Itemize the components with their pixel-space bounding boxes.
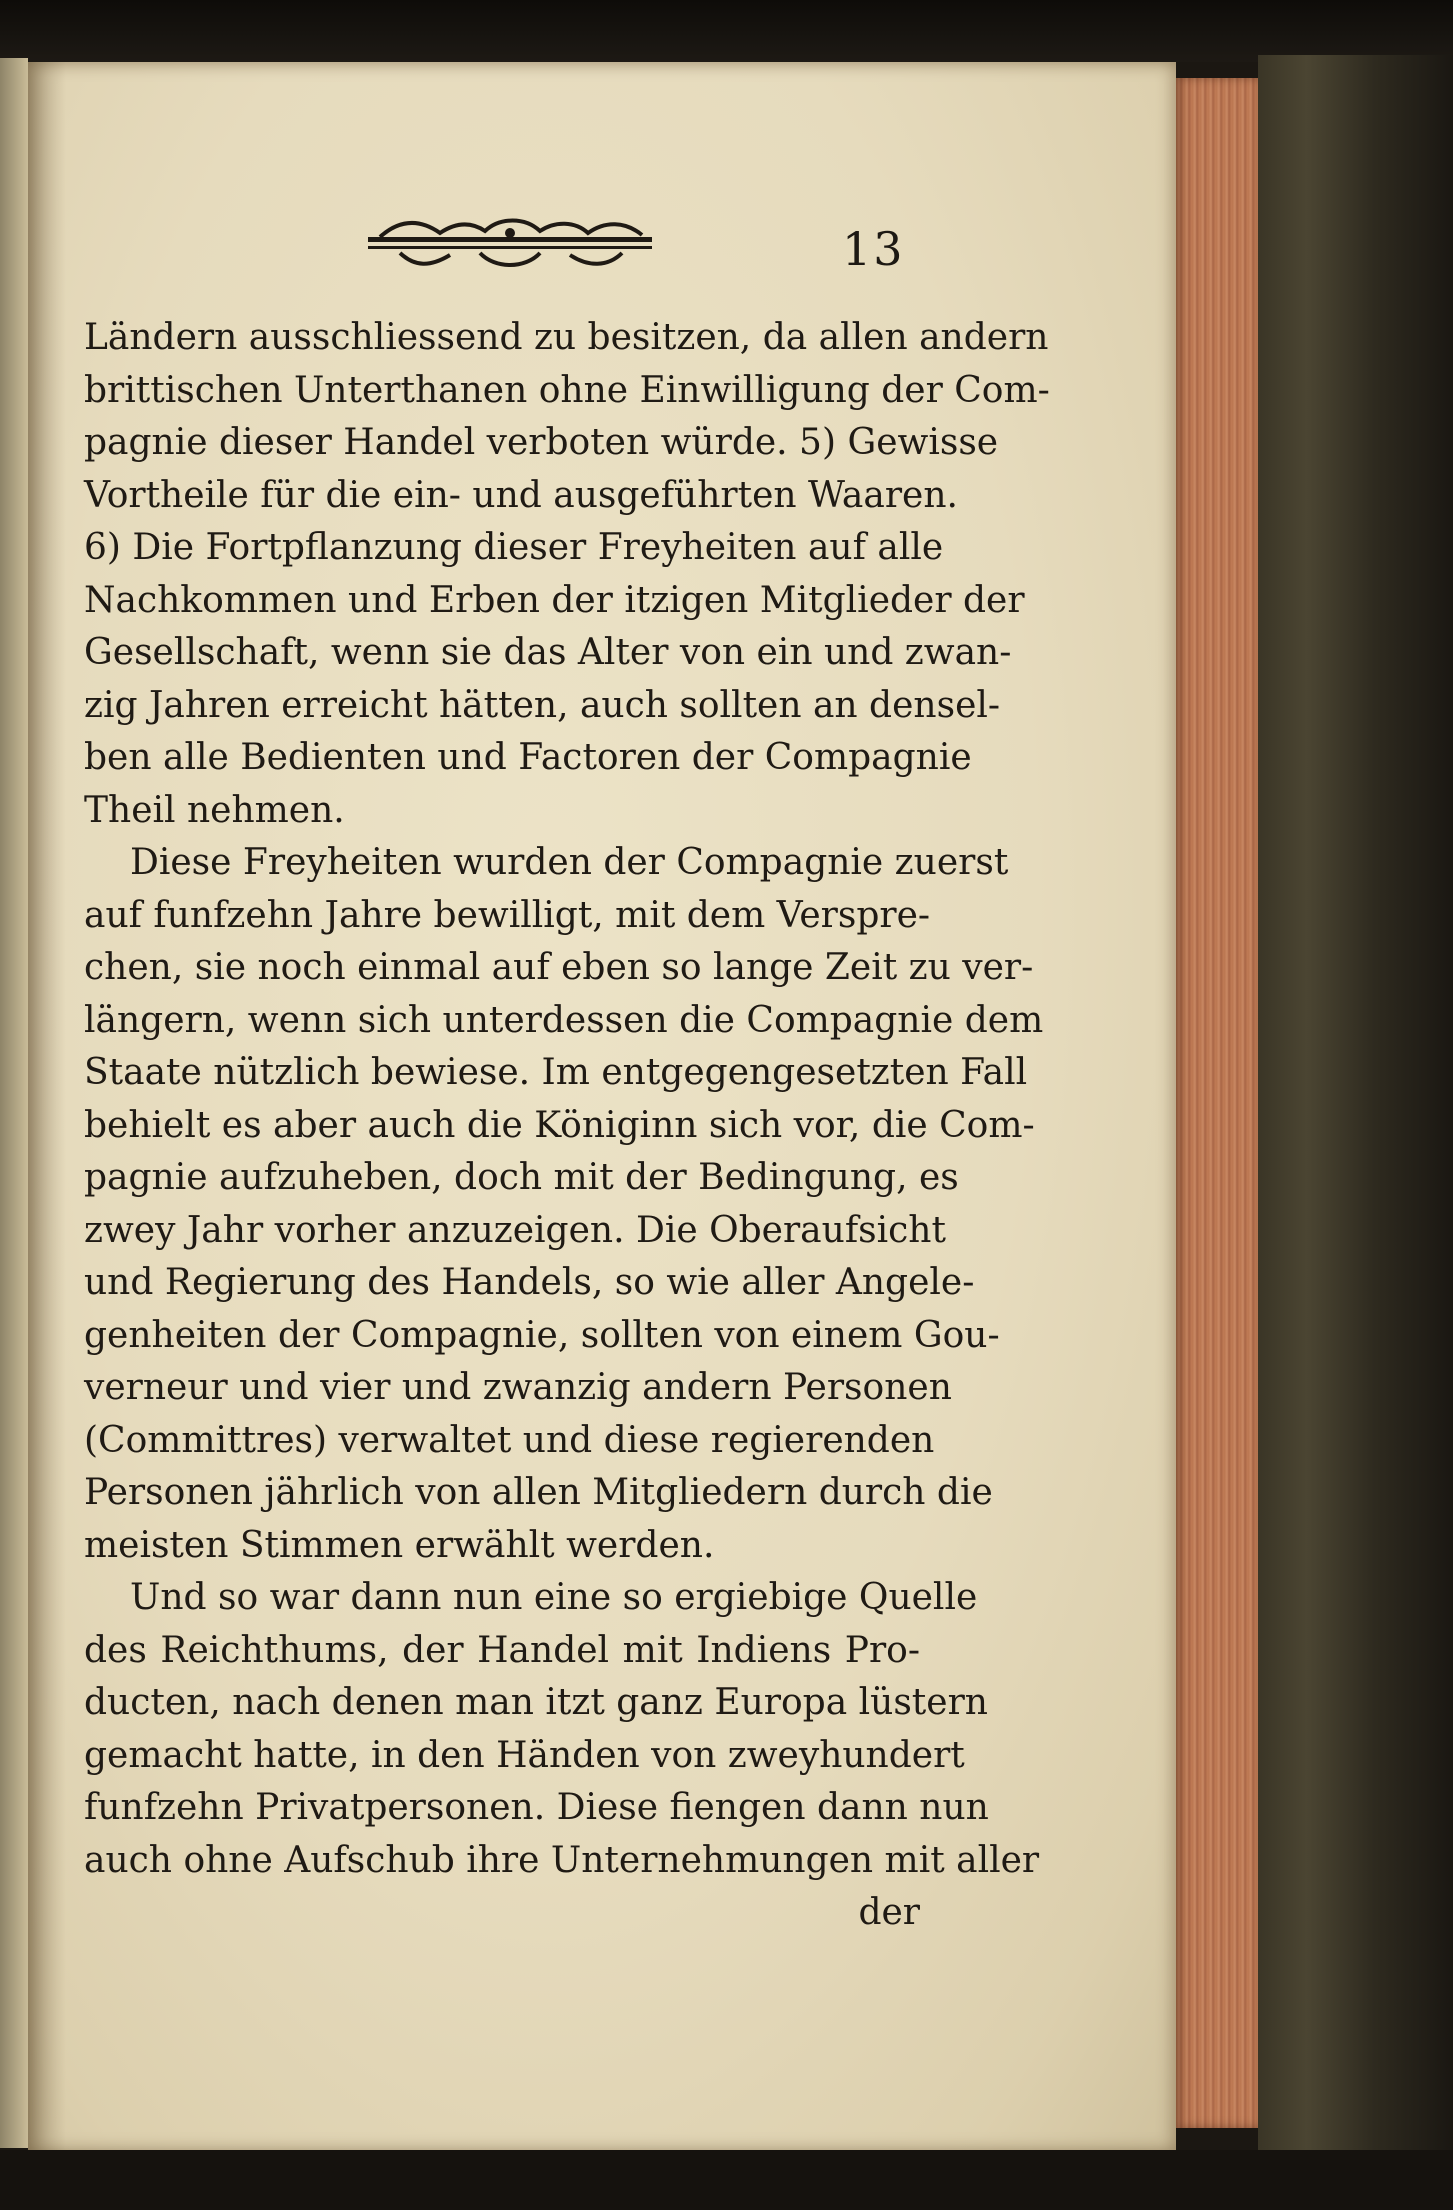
text-line: pagnie aufzuheben, doch mit der Bedingung, es [84, 1157, 959, 1198]
text-line: meisten Stimmen erwählt werden. [84, 1524, 715, 1566]
body-text [84, 312, 1050, 1940]
text-line: zwey Jahr vorher anzuzeigen. Die Oberaufsicht [84, 1209, 946, 1251]
headpiece-ornament [360, 215, 660, 275]
catchword: der [858, 1892, 920, 1933]
book-cover [1258, 55, 1453, 2165]
text-line: (Committres) verwaltet und diese regierenden [84, 1419, 935, 1461]
text-line: und Regierung des Handels, so wie aller Angele- [84, 1262, 975, 1303]
text-line: auch ohne Aufschub ihre Unternehmungen mit aller [84, 1839, 1040, 1881]
text-line: Ländern ausschliessend zu besitzen, da allen andern [84, 317, 1049, 358]
text-line: gemacht hatte, in den Händen von zweyhundert [84, 1734, 965, 1776]
text-line: ben alle Bedienten und Factoren der Compagnie [84, 737, 972, 778]
text-line: chen, sie noch einmal auf eben so lange Zeit zu ver- [84, 947, 1034, 988]
text-line: verneur und vier und zwanzig andern Personen [84, 1367, 952, 1408]
bottom-shadow [0, 2150, 1453, 2210]
text-line: Und so war dann nun eine so ergiebige Quelle [130, 1577, 978, 1618]
text-line: Staate nützlich bewiese. Im entgegengesetzten Fall [84, 1052, 1028, 1093]
text-line: genheiten der Compagnie, sollten von einem Gou- [84, 1314, 1000, 1356]
text-line: pagnie dieser Handel verboten würde. 5) Gewisse [84, 422, 999, 463]
text-line: Personen jährlich von allen Mitgliedern durch die [84, 1472, 993, 1513]
text-line: funfzehn Privatpersonen. Diese fiengen dann nun [84, 1787, 989, 1828]
text-line: längern, wenn sich unterdessen die Compagnie dem [84, 999, 1044, 1041]
text-line: des Reichthums, der Handel mit Indiens Pro- [84, 1629, 920, 1671]
text-line: Gesellschaft, wenn sie das Alter von ein und zwan- [84, 632, 1012, 673]
text-line: auf funfzehn Jahre bewilligt, mit dem Verspre- [84, 894, 931, 936]
text-line: zig Jahren erreicht hätten, auch sollten an densel- [84, 684, 1001, 726]
text-line: behielt es aber auch die Königinn sich vor, die Com- [84, 1104, 1035, 1146]
page-gutter [28, 62, 66, 2152]
text-line: Diese Freyheiten wurden der Compagnie zuerst [130, 842, 1009, 883]
page-number: 13 [842, 222, 905, 276]
text-line: 6) Die Fortpflanzung dieser Freyheiten auf alle [84, 527, 944, 568]
top-shadow [0, 0, 1453, 62]
text-line: brittischen Unterthanen ohne Einwilligung der Com- [84, 369, 1050, 411]
text-line: ducten, nach denen man itzt ganz Europa lüstern [84, 1682, 988, 1723]
text-line: Vortheile für die ein- und ausgeführten Waaren. [84, 474, 958, 516]
text-line: Theil nehmen. [84, 789, 345, 831]
text-line: Nachkommen und Erben der itzigen Mitglieder der [84, 579, 1025, 621]
page-fore-edge [1176, 78, 1258, 2128]
left-page-edge [0, 58, 28, 2148]
